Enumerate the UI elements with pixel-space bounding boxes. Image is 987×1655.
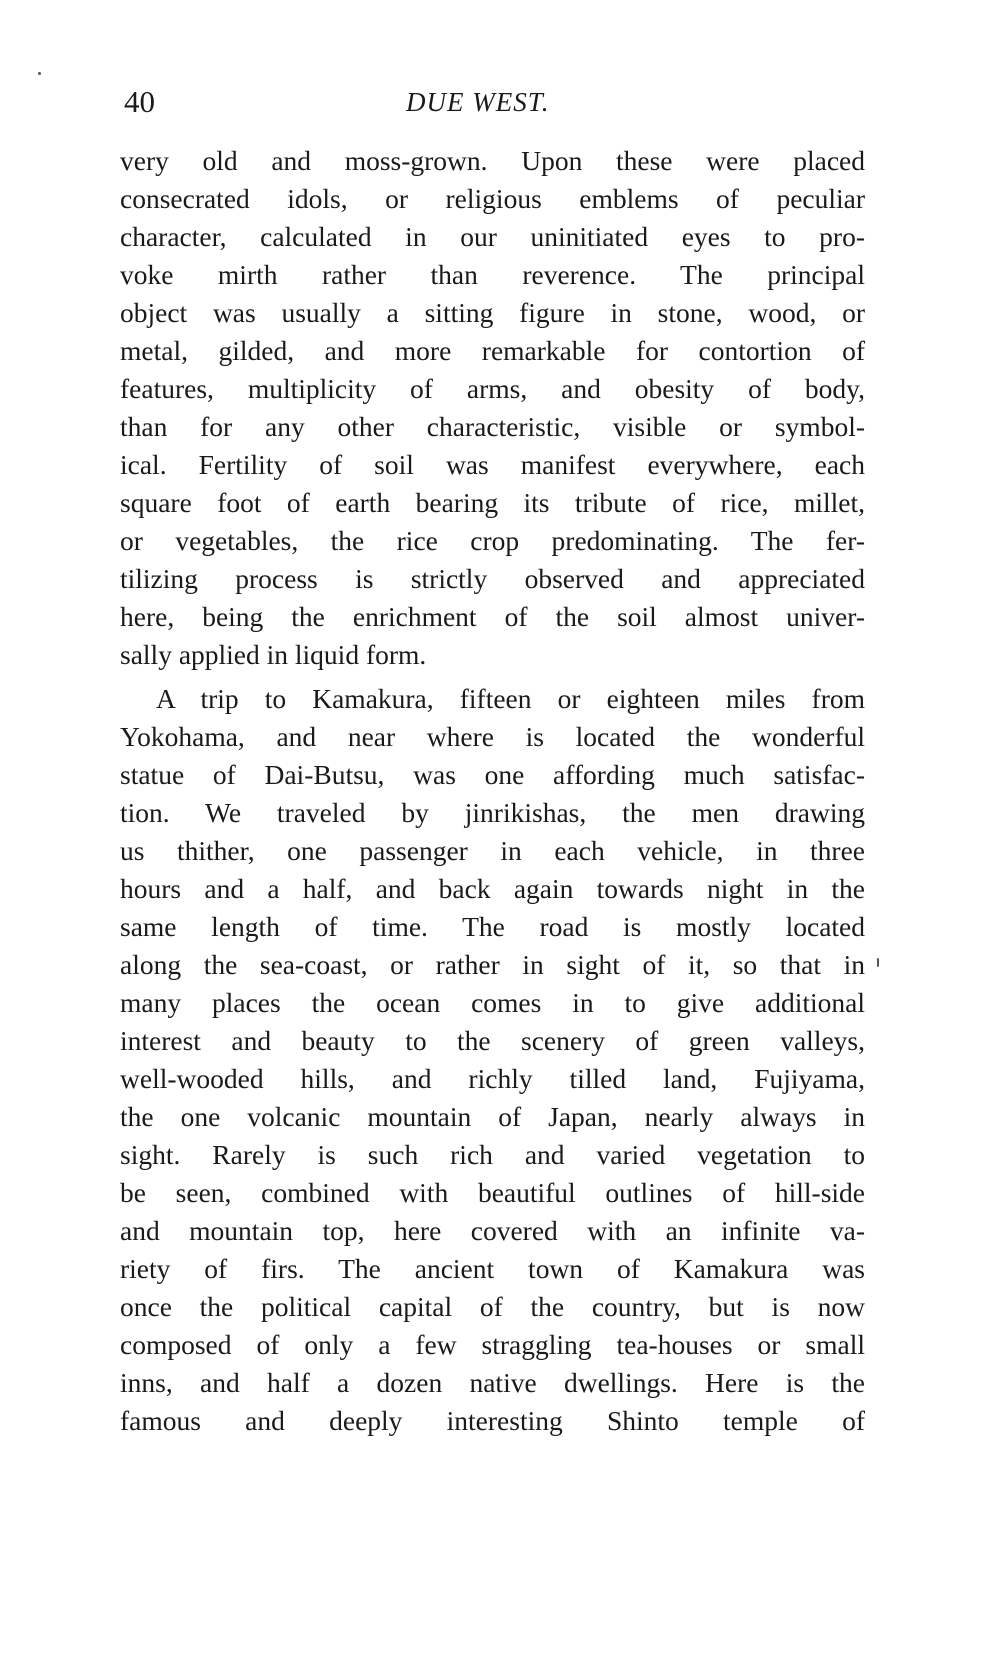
text-line: same length of time. The road is mostly located [120, 911, 865, 942]
text-line: interest and beauty to the scenery of green valleys, [120, 1025, 865, 1056]
scan-speck [38, 72, 41, 75]
text-line: statue of Dai-Butsu, was one affording much satisfac- [120, 759, 865, 790]
text-line: tion. We traveled by jinrikishas, the men drawing [120, 797, 865, 828]
text-line: features, multiplicity of arms, and obesity of body, [120, 373, 865, 404]
text-line: consecrated idols, or religious emblems of peculiar [120, 183, 865, 214]
text-line: metal, gilded, and more remarkable for contortion of [120, 335, 865, 366]
paragraph-2 [120, 680, 865, 1440]
text-line: hours and a half, and back again towards night in the [120, 873, 865, 904]
paragraph-1 [120, 142, 865, 674]
text-line: us thither, one passenger in each vehicle, in three [120, 835, 865, 866]
text-line: here, being the enrichment of the soil almost univer- [120, 601, 865, 632]
text-line: very old and moss-grown. Upon these were placed [120, 145, 865, 176]
text-line: ical. Fertility of soil was manifest everywhere, each [120, 449, 865, 480]
running-head: DUE WEST. [406, 87, 550, 117]
text-line: sight. Rarely is such rich and varied vegetation to [120, 1139, 865, 1170]
text-line: square foot of earth bearing its tribute of rice, millet, [120, 487, 865, 518]
text-line: many places the ocean comes in to give additional [120, 987, 865, 1018]
body-text [120, 142, 865, 1440]
text-line: famous and deeply interesting Shinto temple of [120, 1405, 865, 1436]
text-line: inns, and half a dozen native dwellings. Here is the [120, 1367, 865, 1398]
text-line: than for any other characteristic, visible or symbol- [120, 411, 865, 442]
text-line: character, calculated in our uninitiated eyes to pro- [120, 221, 865, 252]
page-number: 40 [124, 84, 155, 119]
scan-mark [877, 958, 879, 967]
text-line: A trip to Kamakura, fifteen or eighteen miles from [156, 683, 865, 714]
text-line: be seen, combined with beautiful outlines of hill-side [120, 1177, 865, 1208]
page-header [124, 82, 884, 132]
text-line: along the sea-coast, or rather in sight of it, so that in [120, 949, 865, 980]
text-line: once the political capital of the country, but is now [120, 1291, 865, 1322]
text-line: sally applied in liquid form. [120, 639, 427, 670]
text-line: object was usually a sitting figure in stone, wood, or [120, 297, 865, 328]
text-line: and mountain top, here covered with an infinite va- [120, 1215, 865, 1246]
text-line: the one volcanic mountain of Japan, nearly always in [120, 1101, 865, 1132]
text-line: voke mirth rather than reverence. The principal [120, 259, 865, 290]
text-line: or vegetables, the rice crop predominating. The fer- [120, 525, 865, 556]
text-line: well-wooded hills, and richly tilled land, Fujiyama, [120, 1063, 865, 1094]
text-line: riety of firs. The ancient town of Kamakura was [120, 1253, 865, 1284]
text-line: Yokohama, and near where is located the wonderful [120, 721, 865, 752]
text-line: composed of only a few straggling tea-houses or small [120, 1329, 865, 1360]
text-line: tilizing process is strictly observed and appreciated [120, 563, 865, 594]
